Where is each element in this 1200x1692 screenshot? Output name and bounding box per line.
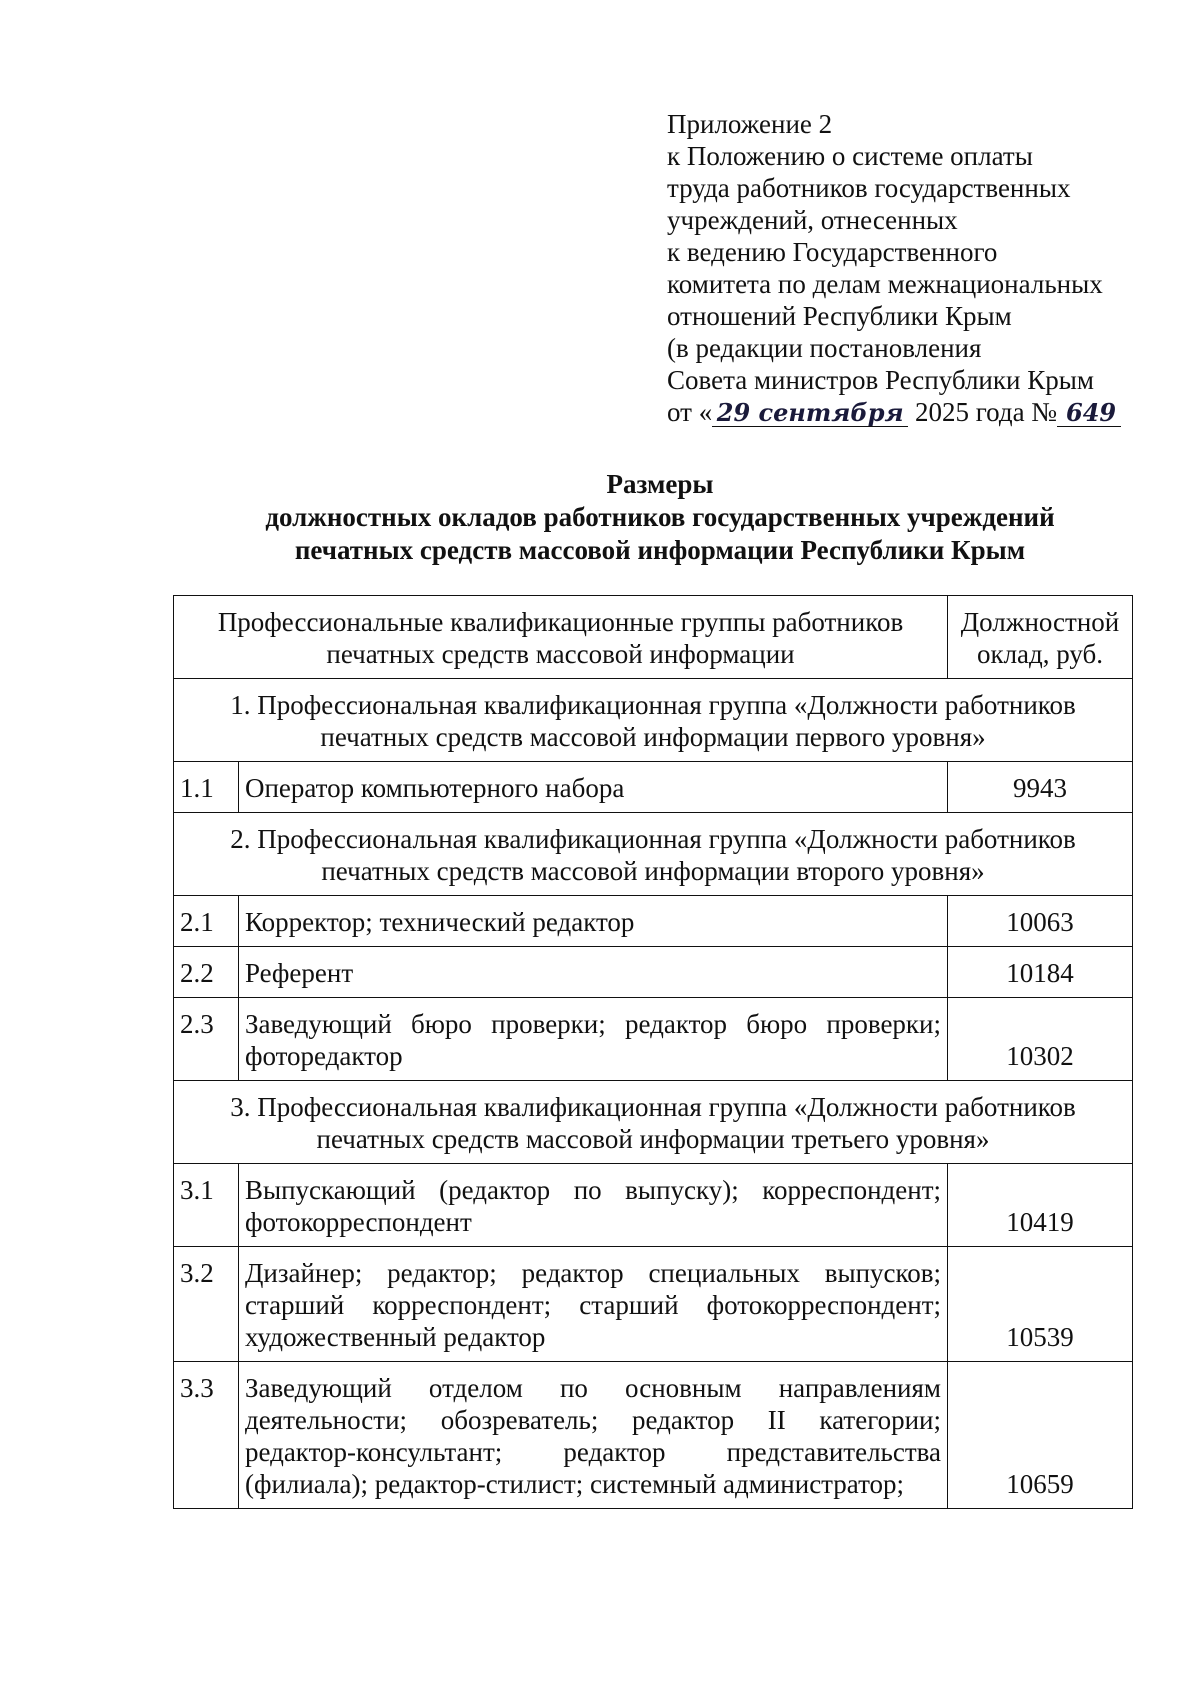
table-row bbox=[174, 947, 1133, 998]
row-salary: 9943 bbox=[948, 762, 1133, 813]
row-number: 3.3 bbox=[174, 1362, 239, 1509]
date-prefix: от « bbox=[667, 397, 713, 427]
title-line-2: должностных окладов работников государственных учреждений bbox=[265, 502, 1055, 532]
section-row bbox=[174, 813, 1133, 896]
appendix-line: комитета по делам межнациональных bbox=[667, 269, 1103, 299]
row-position: Оператор компьютерного набора bbox=[238, 762, 947, 813]
row-position: Корректор; технический редактор bbox=[238, 896, 947, 947]
document-title bbox=[170, 468, 1150, 567]
handwritten-number: 649 bbox=[1057, 400, 1121, 427]
row-number: 3.1 bbox=[174, 1164, 239, 1247]
section-title: 2. Профессиональная квалификационная группа «Должности работников печатных средств массовой информации второго уровня» bbox=[174, 813, 1133, 896]
appendix-line: к ведению Государственного bbox=[667, 237, 998, 267]
salary-table bbox=[173, 595, 1133, 1509]
appendix-line: Приложение 2 bbox=[667, 109, 833, 139]
row-position: Выпускающий (редактор по выпуску); корреспондент; фотокорреспондент bbox=[238, 1164, 947, 1247]
appendix-line: учреждений, отнесенных bbox=[667, 205, 958, 235]
row-position: Дизайнер; редактор; редактор специальных выпусков; старший корреспондент; старший фотокорреспондент; художественный редактор bbox=[238, 1247, 947, 1362]
header-salary: Должностной оклад, руб. bbox=[948, 596, 1133, 679]
title-line-1: Размеры bbox=[606, 469, 714, 499]
table-row bbox=[174, 762, 1133, 813]
row-salary: 10184 bbox=[948, 947, 1133, 998]
section-row bbox=[174, 1081, 1133, 1164]
row-salary: 10539 bbox=[948, 1247, 1133, 1362]
section-row bbox=[174, 679, 1133, 762]
date-line bbox=[667, 396, 1167, 428]
row-number: 2.1 bbox=[174, 896, 239, 947]
row-number: 2.3 bbox=[174, 998, 239, 1081]
table-header-row bbox=[174, 596, 1133, 679]
row-number: 1.1 bbox=[174, 762, 239, 813]
date-year: 2025 года № bbox=[914, 397, 1058, 427]
appendix-line: труда работников государственных bbox=[667, 173, 1071, 203]
row-number: 3.2 bbox=[174, 1247, 239, 1362]
row-position: Заведующий бюро проверки; редактор бюро проверки; фоторедактор bbox=[238, 998, 947, 1081]
title-line-3: печатных средств массовой информации Республики Крым bbox=[294, 535, 1026, 565]
header-groups: Профессиональные квалификационные группы работников печатных средств массовой информации bbox=[174, 596, 948, 679]
appendix-line: (в редакции постановления bbox=[667, 333, 982, 363]
row-salary: 10063 bbox=[948, 896, 1133, 947]
row-salary: 10302 bbox=[948, 998, 1133, 1081]
table-row bbox=[174, 1164, 1133, 1247]
row-salary: 10419 bbox=[948, 1164, 1133, 1247]
appendix-line: Совета министров Республики Крым bbox=[667, 365, 1094, 395]
section-title: 3. Профессиональная квалификационная группа «Должности работников печатных средств массовой информации третьего уровня» bbox=[174, 1081, 1133, 1164]
table-row bbox=[174, 1362, 1133, 1509]
table-row bbox=[174, 998, 1133, 1081]
table-row bbox=[174, 896, 1133, 947]
appendix-line: отношений Республики Крым bbox=[667, 301, 1012, 331]
section-title: 1. Профессиональная квалификационная группа «Должности работников печатных средств массовой информации первого уровня» bbox=[174, 679, 1133, 762]
appendix-block bbox=[667, 108, 1167, 428]
table-row bbox=[174, 1247, 1133, 1362]
row-position: Заведующий отделом по основным направлениям деятельности; обозреватель; редактор II категории; редактор-консультант; редактор представительства (филиала); редактор-стилист; системный администратор; bbox=[238, 1362, 947, 1509]
row-position: Референт bbox=[238, 947, 947, 998]
row-salary: 10659 bbox=[948, 1362, 1133, 1509]
appendix-line: к Положению о системе оплаты bbox=[667, 141, 1033, 171]
row-number: 2.2 bbox=[174, 947, 239, 998]
handwritten-date: 29 сентября bbox=[712, 400, 908, 427]
